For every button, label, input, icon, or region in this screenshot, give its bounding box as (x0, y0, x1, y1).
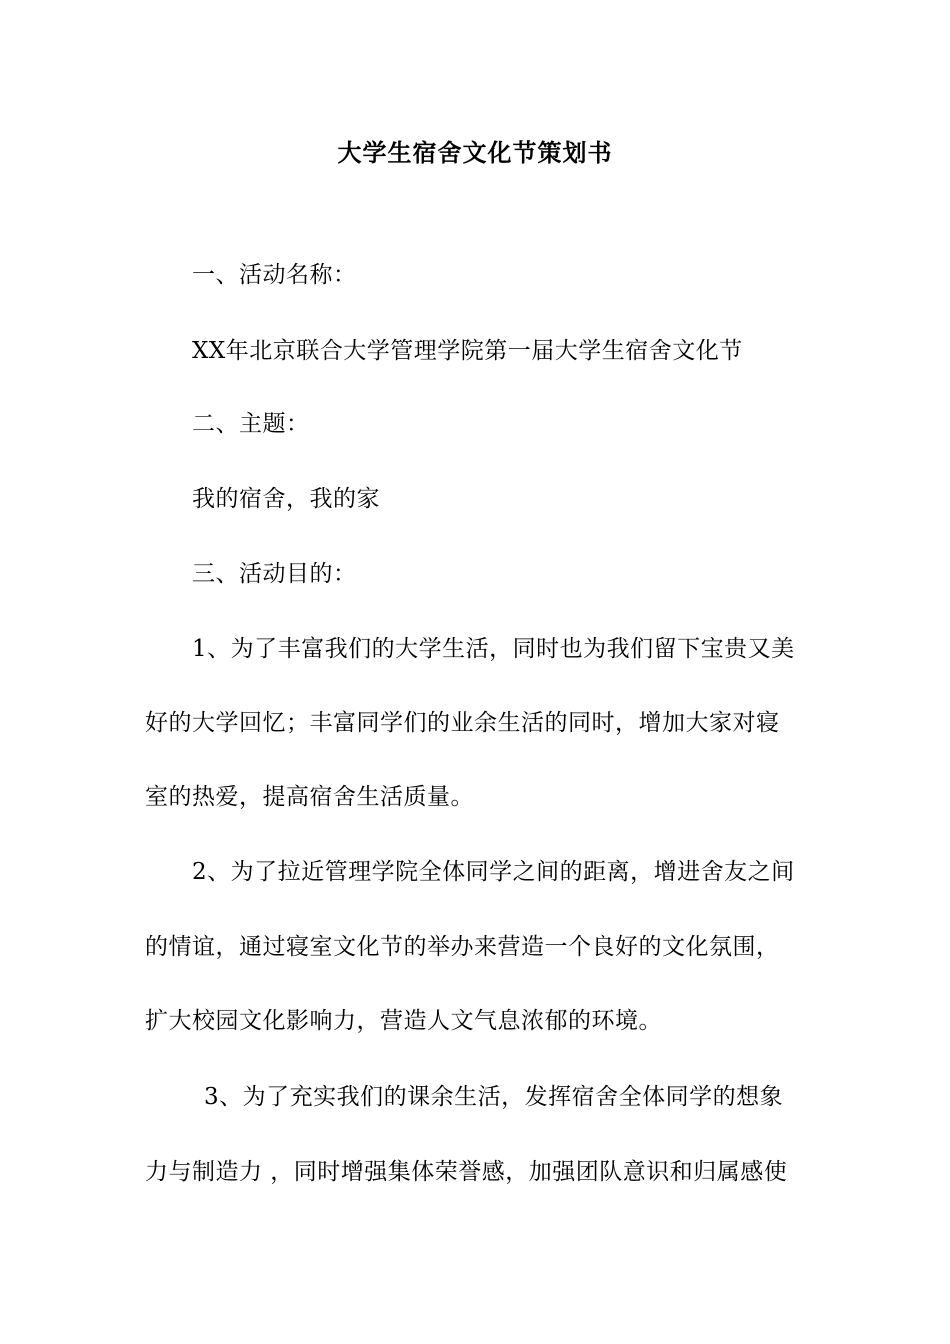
purpose-2-line-1: 2、为了拉近管理学院全体同学之间的距离，增进舍友之间 (192, 859, 795, 885)
purpose-1-line-2: 好的大学回忆；丰富同学们的业余生活的同时，增加大家对寝 (145, 710, 780, 736)
purpose-1-line-3: 室的热爱，提高宿舍生活质量。 (145, 784, 474, 810)
section-heading-purpose: 三、活动目的： (192, 561, 357, 587)
section-heading-activity-name: 一、活动名称： (192, 262, 357, 288)
purpose-3-line-1: 3、为了充实我们的课余生活，发挥宿舍全体同学的想象 (204, 1084, 784, 1110)
document-title: 大学生宿舍文化节策划书 (337, 138, 613, 167)
purpose-2-line-2: 的情谊，通过寝室文化节的举办来营造一个良好的文化氛围， (145, 934, 780, 960)
purpose-1-line-1: 1、为了丰富我们的大学生活，同时也为我们留下宝贵又美 (192, 636, 795, 662)
activity-name-text: XX年北京联合大学管理学院第一届大学生宿舍文化节 (192, 338, 743, 364)
section-heading-theme: 二、主题： (192, 411, 310, 437)
purpose-2-line-3: 扩大校园文化影响力，营造人文气息浓郁的环境。 (145, 1008, 662, 1034)
purpose-3-line-2: 力与制造力 ，同时增强集体荣誉感，加强团队意识和归属感使 (145, 1159, 788, 1185)
theme-text: 我的宿舍，我的家 (192, 486, 380, 512)
